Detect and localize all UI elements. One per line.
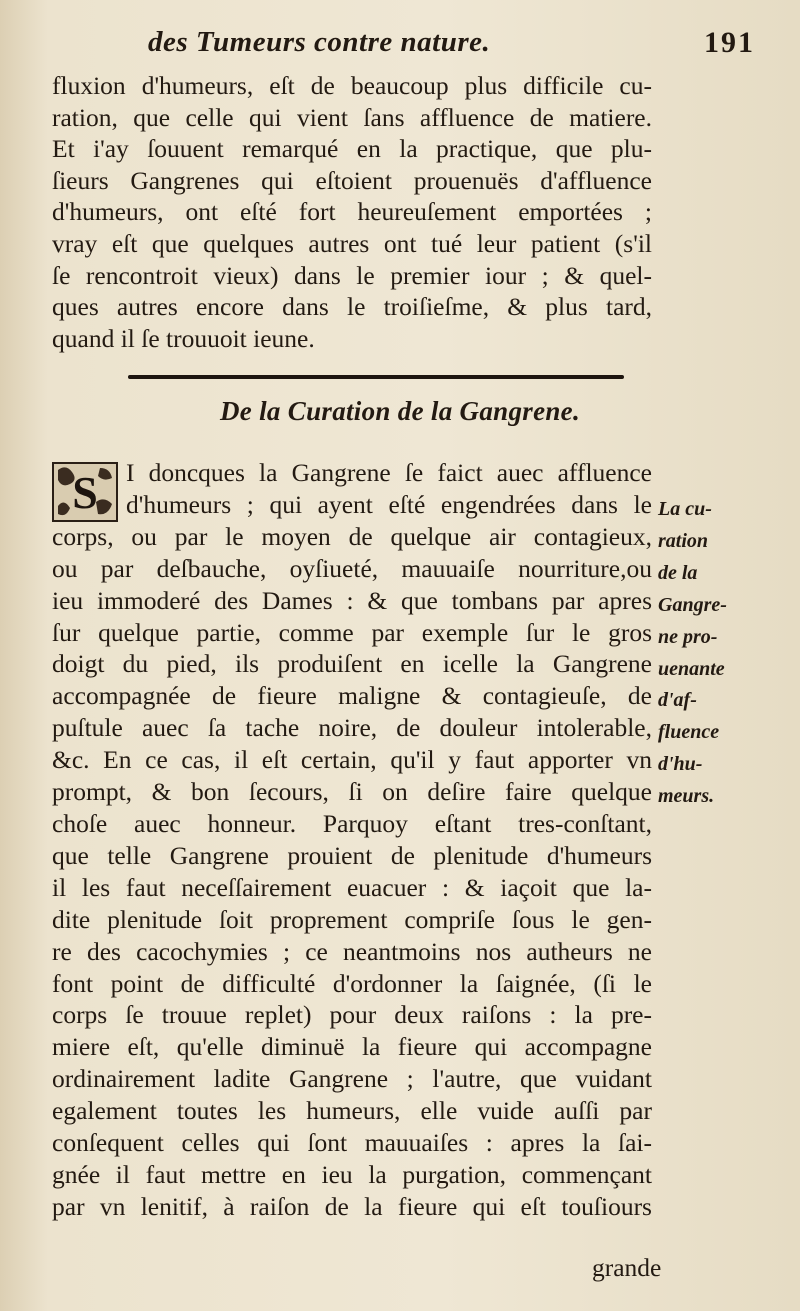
text-line: conſequent celles qui ſont mauuaiſes : apres la ſai- xyxy=(52,1128,652,1158)
margin-note-line: meurs. xyxy=(658,785,715,808)
margin-note-line: ration xyxy=(658,529,709,552)
text-line: miere eſt, qu'elle diminuë la fieure qui accompagne xyxy=(52,1032,652,1062)
page-header xyxy=(0,26,800,66)
text-line: &c. En ce cas, il eſt certain, qu'il y faut apporter vn xyxy=(52,745,652,775)
text-line: d'humeurs ; qui ayent eſté engendrées dans le xyxy=(126,489,652,519)
page-number: 191 xyxy=(704,26,755,59)
text-line: il les faut neceſſairement euacuer : & iaçoit que la- xyxy=(52,872,652,902)
text-line: choſe auec honneur. Parquoy eſtant tres-conſtant, xyxy=(52,808,652,838)
text-line: re des cacochymies ; ce neantmoins nos autheurs ne xyxy=(52,936,652,966)
text-line: doigt du pied, ils produiſent en icelle la Gangrene xyxy=(52,649,652,679)
opening-paragraph xyxy=(52,70,652,354)
text-line: corps, ou par le moyen de quelque air contagieux, xyxy=(52,521,652,551)
margin-note-line: uenante xyxy=(658,657,725,680)
running-head: des Tumeurs contre nature. xyxy=(148,26,491,58)
text-line: que telle Gangrene prouient de plenitude d'humeurs xyxy=(52,840,652,870)
text-line: ration, que celle qui vient ſans affluence de matiere. xyxy=(52,102,652,132)
text-line: vray eſt que quelques autres ont tué leur patient (s'il xyxy=(52,228,652,258)
text-line: prompt, & bon ſecours, ſi on deſire faire quelque xyxy=(52,777,652,807)
margin-note-line: La cu- xyxy=(658,498,712,520)
curation-paragraph xyxy=(52,457,652,1223)
margin-note-line: de la xyxy=(658,561,698,584)
margin-note-line: Gangre- xyxy=(658,593,727,616)
text-line: fluxion d'humeurs, eſt de beaucoup plus difficile cu- xyxy=(52,71,652,100)
margin-note-line: ne pro- xyxy=(658,625,718,648)
text-line: ſur quelque partie, comme par exemple ſur le gros xyxy=(52,617,652,647)
text-line: par vn lenitif, à raiſon de la fieure qui eſt touſiours xyxy=(52,1191,652,1221)
text-line: corps ſe trouue replet) pour deux raiſons : la pre- xyxy=(52,1000,652,1030)
text-line: dite plenitude ſoit proprement compriſe ſous le gen- xyxy=(52,904,652,934)
text-line: ieu immoderé des Dames : & que tombans par apres xyxy=(52,585,652,615)
text-line: ques autres encore dans le troiſieſme, & plus tard, xyxy=(52,292,652,322)
text-line: Et i'ay ſouuent remarqué en la practique, que plu- xyxy=(52,134,652,164)
margin-note-line: fluence xyxy=(658,721,720,744)
margin-note-line: d'hu- xyxy=(658,753,703,776)
text-line: ſe rencontroit vieux) dans le premier iour ; & quel- xyxy=(52,260,652,290)
section-divider xyxy=(128,375,624,379)
text-line: ſieurs Gangrenes qui eſtoient prouenuës d'affluence xyxy=(52,165,652,195)
text-line: quand il ſe trouuoit ieune. xyxy=(52,323,315,353)
text-line: egalement toutes les humeurs, elle vuide auſſi par xyxy=(52,1096,652,1126)
text-line: ou par deſbauche, oyſiueté, mauuaiſe nourriture,ou xyxy=(52,553,652,583)
text-line: font point de difficulté d'ordonner la ſaignée, (ſi le xyxy=(52,968,652,998)
text-line: d'humeurs, ont eſté fort heureuſement emportées ; xyxy=(52,197,652,227)
margin-note xyxy=(658,494,748,813)
text-line: I doncques la Gangrene ſe faict auec affluence xyxy=(126,458,652,487)
text-line: gnée il faut mettre en ieu la purgation, commençant xyxy=(52,1159,652,1189)
section-title: De la Curation de la Gangrene. xyxy=(219,396,581,426)
text-line: accompagnée de fieure maligne & contagieuſe, de xyxy=(52,681,652,711)
text-line: puſtule auec ſa tache noire, de douleur intolerable, xyxy=(52,713,652,743)
margin-note-line: d'af- xyxy=(658,689,697,712)
svg-text:S: S xyxy=(72,467,98,518)
text-line: ordinairement ladite Gangrene ; l'autre, que vuidant xyxy=(52,1064,652,1094)
catchword: grande xyxy=(592,1253,662,1282)
